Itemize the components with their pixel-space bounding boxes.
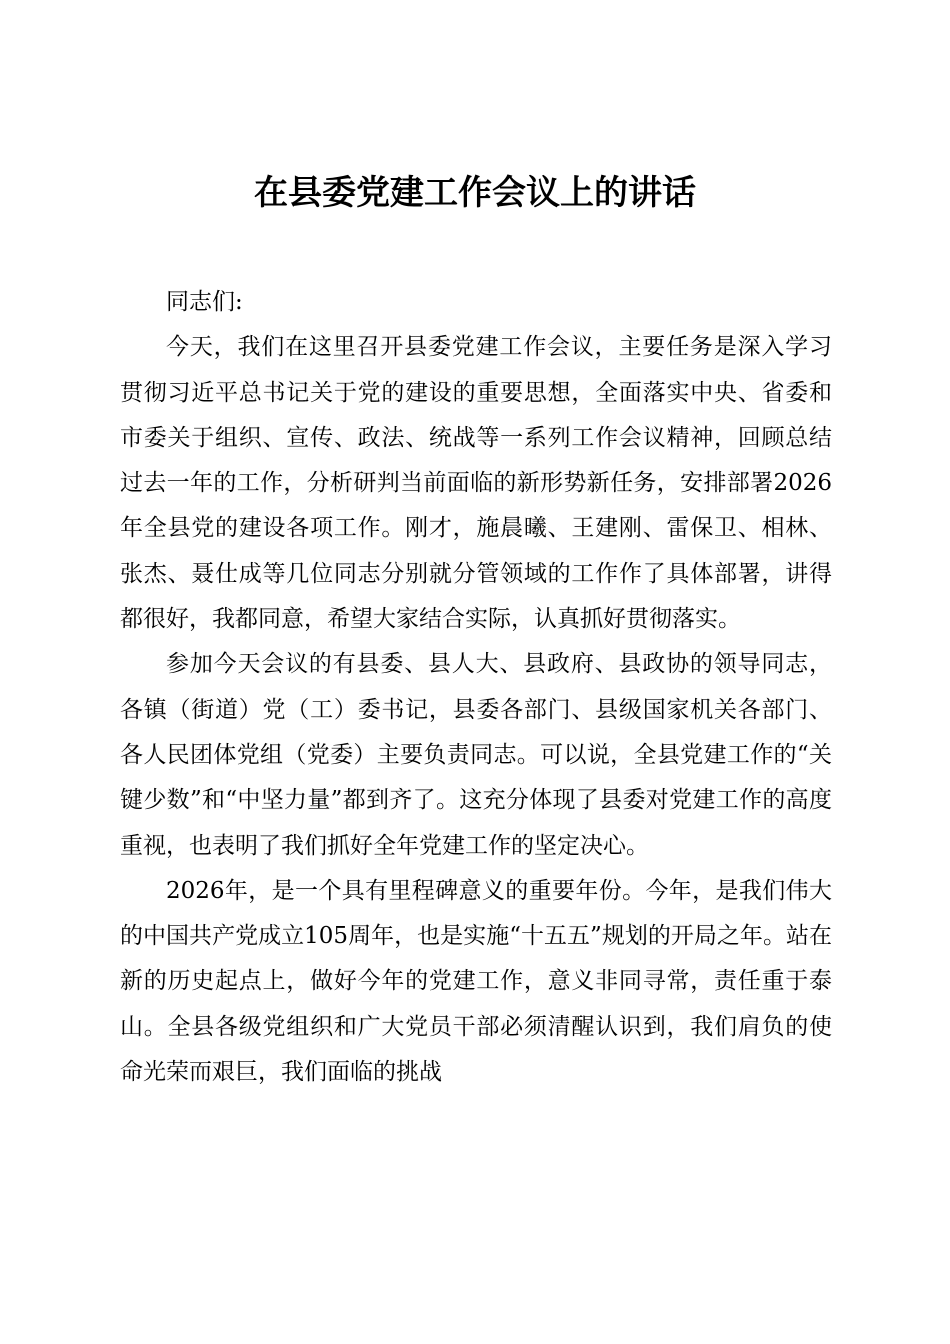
document-body [120, 280, 832, 1095]
paragraph-3: 2026年，是一个具有里程碑意义的重要年份。今年，是我们伟大的中国共产党成立105周年，也是实施“十五五”规划的开局之年。站在新的历史起点上，做好今年的党建工作，意义非同寻常，责任重于泰山。全县各级党组织和广大党员干部必须清醒认识到，我们肩负的使命光荣而艰巨，我们面临的挑战 [120, 877, 832, 1086]
paragraph-1: 今天，我们在这里召开县委党建工作会议，主要任务是深入学习贯彻习近平总书记关于党的建设的重要思想，全面落实中央、省委和市委关于组织、宣传、政法、统战等一系列工作会议精神，回顾总结过去一年的工作，分析研判当前面临的新形势新任务，安排部署2026年全县党的建设各项工作。刚才，施晨曦、王建刚、雷保卫、相林、张杰、聂仕成等几位同志分别就分管领域的工作作了具体部署，讲得都很好，我都同意，希望大家结合实际，认真抓好贯彻落实。 [120, 334, 832, 633]
document-title: 在县委党建工作会议上的讲话 [254, 173, 696, 213]
paragraph-2: 参加今天会议的有县委、县人大、县政府、县政协的领导同志，各镇（街道）党（工）委书记，县委各部门、县级国家机关各部门、各人民团体党组（党委）主要负责同志。可以说，全县党建工作的“关键少数”和“中坚力量”都到齐了。这充分体现了县委对党建工作的高度重视，也表明了我们抓好全年党建工作的坚定决心。 [120, 651, 832, 859]
salutation: 同志们: [166, 289, 243, 315]
